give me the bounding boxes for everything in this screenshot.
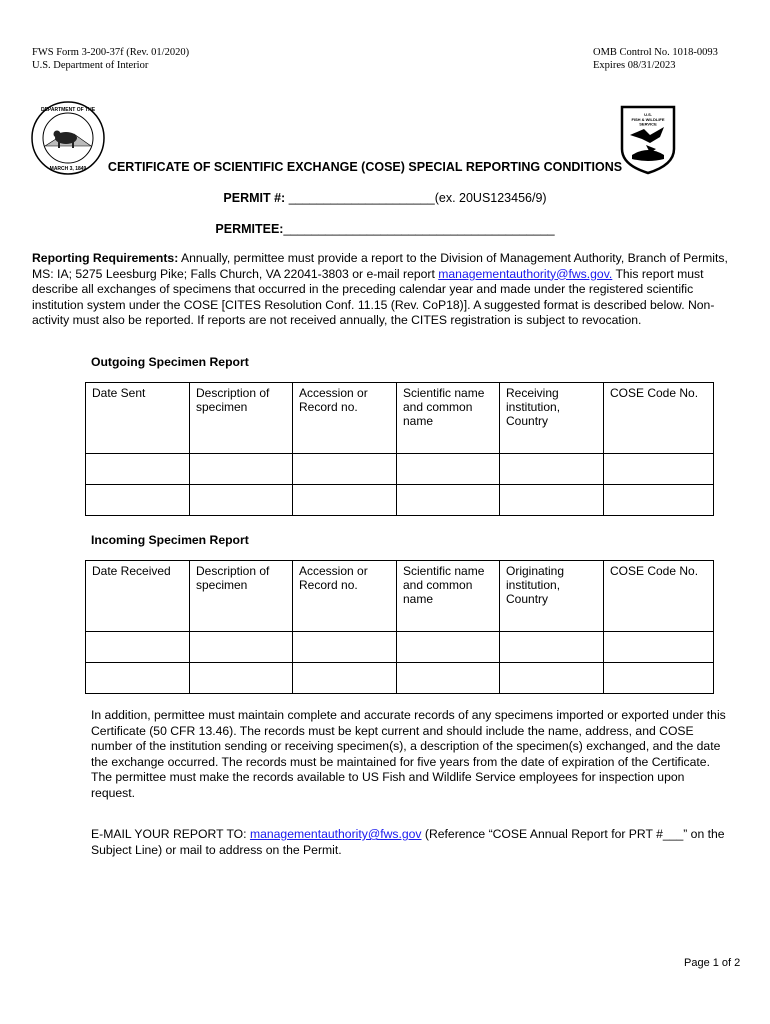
permit-example: (ex. 20US123456/9) [434,191,547,205]
svg-text:SERVICE: SERVICE [639,121,657,127]
column-header: COSE Code No. [604,561,714,632]
table-cell[interactable] [500,632,604,663]
omb-control-number: OMB Control No. 1018-0093 [593,47,718,58]
table-header-row [86,383,714,454]
department-name: U.S. Department of Interior [32,60,149,71]
column-header: Accession or Record no. [293,383,397,454]
column-header: Accession or Record no. [293,561,397,632]
reporting-heading: Reporting Requirements: [32,251,179,265]
reporting-email-link[interactable]: managementauthority@fws.gov. [438,266,613,281]
table-cell[interactable] [397,454,500,485]
permit-line [0,191,770,205]
incoming-report-title: Incoming Specimen Report [91,533,249,547]
form-header-left [32,46,189,72]
column-header: Scientific name and common name [397,383,500,454]
table-cell[interactable] [604,454,714,485]
permitee-line [0,222,770,236]
form-number: FWS Form 3-200-37f (Rev. 01/2020) [32,47,190,58]
column-header: Originating institution, Country [500,561,604,632]
table-row [86,454,714,485]
table-cell[interactable] [293,454,397,485]
table-cell[interactable] [293,663,397,694]
email-label: E-MAIL YOUR REPORT TO: [91,827,250,841]
table-cell[interactable] [190,663,293,694]
permit-number-field[interactable]: _____________________ [288,191,435,205]
column-header: COSE Code No. [604,383,714,454]
incoming-specimen-table [85,560,714,694]
outgoing-report-title: Outgoing Specimen Report [91,355,249,369]
table-row [86,632,714,663]
column-header: Description of specimen [190,383,293,454]
permitee-label: PERMITEE: [215,222,284,236]
table-cell[interactable] [397,485,500,516]
table-header-row [86,561,714,632]
svg-text:DEPARTMENT OF THE: DEPARTMENT OF THE [40,107,96,113]
table-cell[interactable] [190,454,293,485]
table-cell[interactable] [604,485,714,516]
column-header: Description of specimen [190,561,293,632]
reporting-requirements [32,251,742,329]
table-row [86,663,714,694]
table-cell[interactable] [293,485,397,516]
column-header: Scientific name and common name [397,561,500,632]
table-cell[interactable] [86,454,190,485]
permitee-field[interactable]: _______________________________________ [283,222,555,236]
svg-text:MARCH 3, 1849: MARCH 3, 1849 [49,166,87,172]
svg-text:U.S.: U.S. [644,112,652,117]
outgoing-specimen-table [85,382,714,516]
permit-label: PERMIT #: [223,191,286,205]
column-header: Receiving institution, Country [500,383,604,454]
records-paragraph: In addition, permittee must maintain complete and accurate records of any specimens imported or exported under this Certificate (50 CFR 13.46). The records must be kept current and should include the name, address, and COSE number of the institution sending or receiving specimen(s), a description of the specimen(s) exchanged, and the date the exchange occurred. The records must be maintained for five years from the date of expiration of the Certificate. The permittee must make the records available to US Fish and Wildlife Service employees for inspection upon request. [91,708,726,800]
table-cell[interactable] [86,632,190,663]
table-cell[interactable] [86,485,190,516]
table-cell[interactable] [604,632,714,663]
reporting-text-2: This report must describe all exchanges of specimens that occurred in the preceding calendar year and made under the registered scientific institution system under the COSE [CITES Resolution Conf. 11.15 (Rev. CoP18)]. A suggested format is described below. Non-activity must also be reported. If reports are not received annually, the CITES registration is subject to revocation. [32,266,715,327]
table-cell[interactable] [397,632,500,663]
column-header: Date Sent [86,383,190,454]
table-cell[interactable] [500,485,604,516]
doi-seal-logo [30,100,106,176]
table-cell[interactable] [293,632,397,663]
table-cell[interactable] [86,663,190,694]
table-cell[interactable] [604,663,714,694]
expiration-date: Expires 08/31/2023 [593,60,676,71]
email-reference-text: (Reference “COSE Annual Report for PRT #___” on the Subject Line) or mail to address on the Permit. [91,827,725,857]
table-cell[interactable] [500,454,604,485]
table-cell[interactable] [500,663,604,694]
svg-text:FISH & WILDLIFE: FISH & WILDLIFE [631,117,665,122]
table-cell[interactable] [190,632,293,663]
report-email-link[interactable]: managementauthority@fws.gov [249,827,422,841]
page-number: Page 1 of 2 [684,957,741,969]
email-instructions [91,827,731,858]
page-title: CERTIFICATE OF SCIENTIFIC EXCHANGE (COSE) SPECIAL REPORTING CONDITIONS [107,160,623,174]
reporting-text-1: Annually, permittee must provide a report to the Division of Management Authority, Branch of Permits, MS: IA; 5275 Leesburg Pike; Falls Church, VA 22041-3803 or e-mail report [32,251,728,281]
table-row [86,485,714,516]
table-cell[interactable] [190,485,293,516]
form-header-right [593,46,718,72]
column-header: Date Received [86,561,190,632]
table-cell[interactable] [397,663,500,694]
